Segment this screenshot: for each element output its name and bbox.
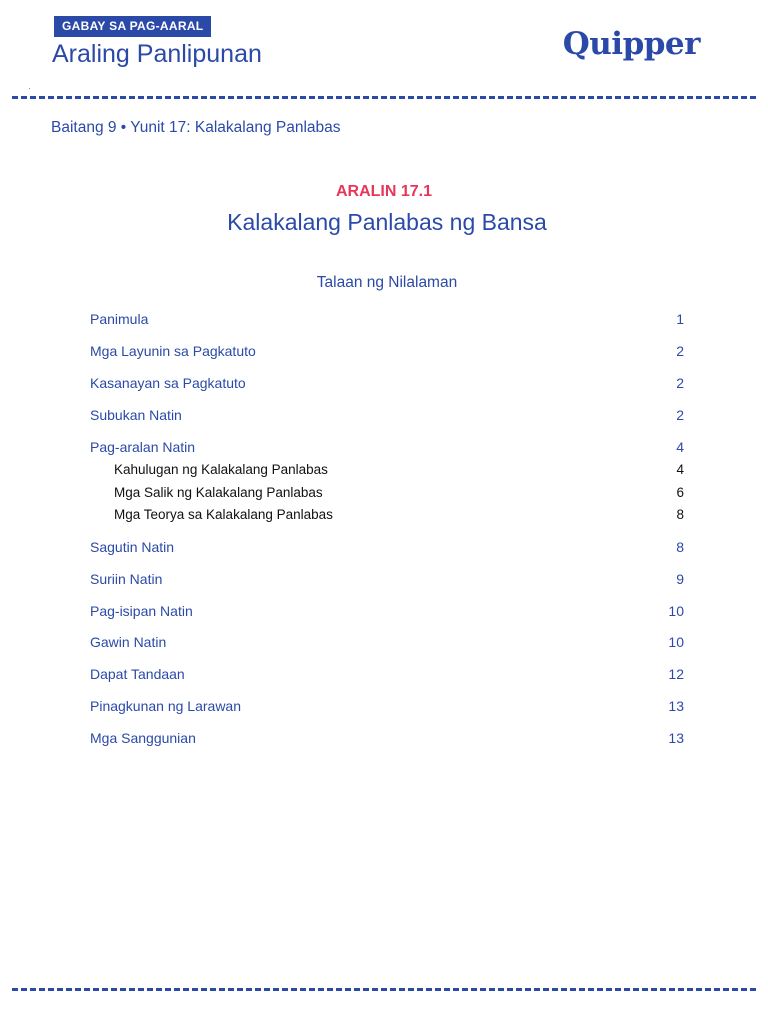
toc-item-page: 2 bbox=[676, 343, 684, 359]
toc-item-page: 13 bbox=[668, 730, 684, 746]
toc-item-title: Pag-isipan Natin bbox=[90, 603, 193, 619]
toc-item-dapat-tandaan[interactable] bbox=[90, 665, 684, 683]
toc-item-title: Subukan Natin bbox=[90, 407, 182, 423]
toc-item-pag-isipan[interactable] bbox=[90, 602, 684, 620]
toc-item-suriin[interactable] bbox=[90, 570, 684, 588]
toc-item-title: Mga Teorya sa Kalakalang Panlabas bbox=[114, 507, 333, 522]
toc-item-pag-aralan[interactable] bbox=[90, 438, 684, 456]
toc-item-page: 10 bbox=[668, 603, 684, 619]
toc-item-page: 4 bbox=[676, 462, 684, 477]
toc-item-page: 4 bbox=[676, 439, 684, 455]
toc-item-sagutin[interactable] bbox=[90, 538, 684, 556]
decorative-dot bbox=[29, 88, 30, 89]
toc-item-sanggunian[interactable] bbox=[90, 729, 684, 747]
toc-heading: Talaan ng Nilalaman bbox=[316, 274, 458, 291]
toc-item-title: Panimula bbox=[90, 311, 149, 327]
toc-subitem-kahulugan[interactable] bbox=[114, 461, 684, 479]
toc-item-page: 9 bbox=[676, 571, 684, 587]
toc-subitem-teorya[interactable] bbox=[114, 506, 684, 524]
toc-item-page: 1 bbox=[676, 311, 684, 327]
toc-item-kasanayan[interactable] bbox=[90, 374, 684, 392]
toc-item-title: Mga Layunin sa Pagkatuto bbox=[90, 343, 256, 359]
toc-item-page: 6 bbox=[676, 485, 684, 500]
toc-item-panimula[interactable] bbox=[90, 310, 684, 328]
toc-item-page: 2 bbox=[676, 407, 684, 423]
toc-item-gawin[interactable] bbox=[90, 633, 684, 651]
lesson-label: ARALIN 17.1 bbox=[335, 183, 433, 200]
lesson-title: Kalakalang Panlabas ng Bansa bbox=[227, 209, 547, 235]
toc-item-title: Kasanayan sa Pagkatuto bbox=[90, 375, 246, 391]
top-dashed-divider bbox=[12, 96, 756, 99]
toc-item-page: 8 bbox=[676, 539, 684, 555]
toc-item-page: 13 bbox=[668, 698, 684, 714]
subject-title: Araling Panlipunan bbox=[52, 40, 262, 68]
toc-subitem-salik[interactable] bbox=[114, 484, 684, 502]
toc-item-title: Gawin Natin bbox=[90, 634, 167, 650]
toc-item-title: Mga Sanggunian bbox=[90, 730, 196, 746]
toc-item-page: 10 bbox=[668, 634, 684, 650]
toc-item-title: Pinagkunan ng Larawan bbox=[90, 698, 242, 714]
toc-item-title: Pag-aralan Natin bbox=[90, 439, 196, 455]
toc-item-pinagkunan[interactable] bbox=[90, 697, 684, 715]
toc-item-title: Suriin Natin bbox=[90, 571, 163, 587]
toc-item-page: 2 bbox=[676, 375, 684, 391]
toc-item-subukan[interactable] bbox=[90, 406, 684, 424]
toc-item-title: Sagutin Natin bbox=[90, 539, 175, 555]
toc-item-page: 12 bbox=[668, 666, 684, 682]
toc-item-title: Dapat Tandaan bbox=[90, 666, 185, 682]
toc-item-title: Mga Salik ng Kalakalang Panlabas bbox=[114, 485, 323, 500]
quipper-logo: Quipper bbox=[562, 26, 700, 62]
breadcrumb: Baitang 9 • Yunit 17: Kalakalang Panlabas bbox=[51, 119, 341, 136]
guide-badge: GABAY SA PAG-AARAL bbox=[54, 16, 211, 37]
toc-item-layunin[interactable] bbox=[90, 342, 684, 360]
toc-item-page: 8 bbox=[676, 507, 684, 522]
bottom-dashed-divider bbox=[12, 988, 756, 991]
toc-item-title: Kahulugan ng Kalakalang Panlabas bbox=[114, 462, 328, 477]
